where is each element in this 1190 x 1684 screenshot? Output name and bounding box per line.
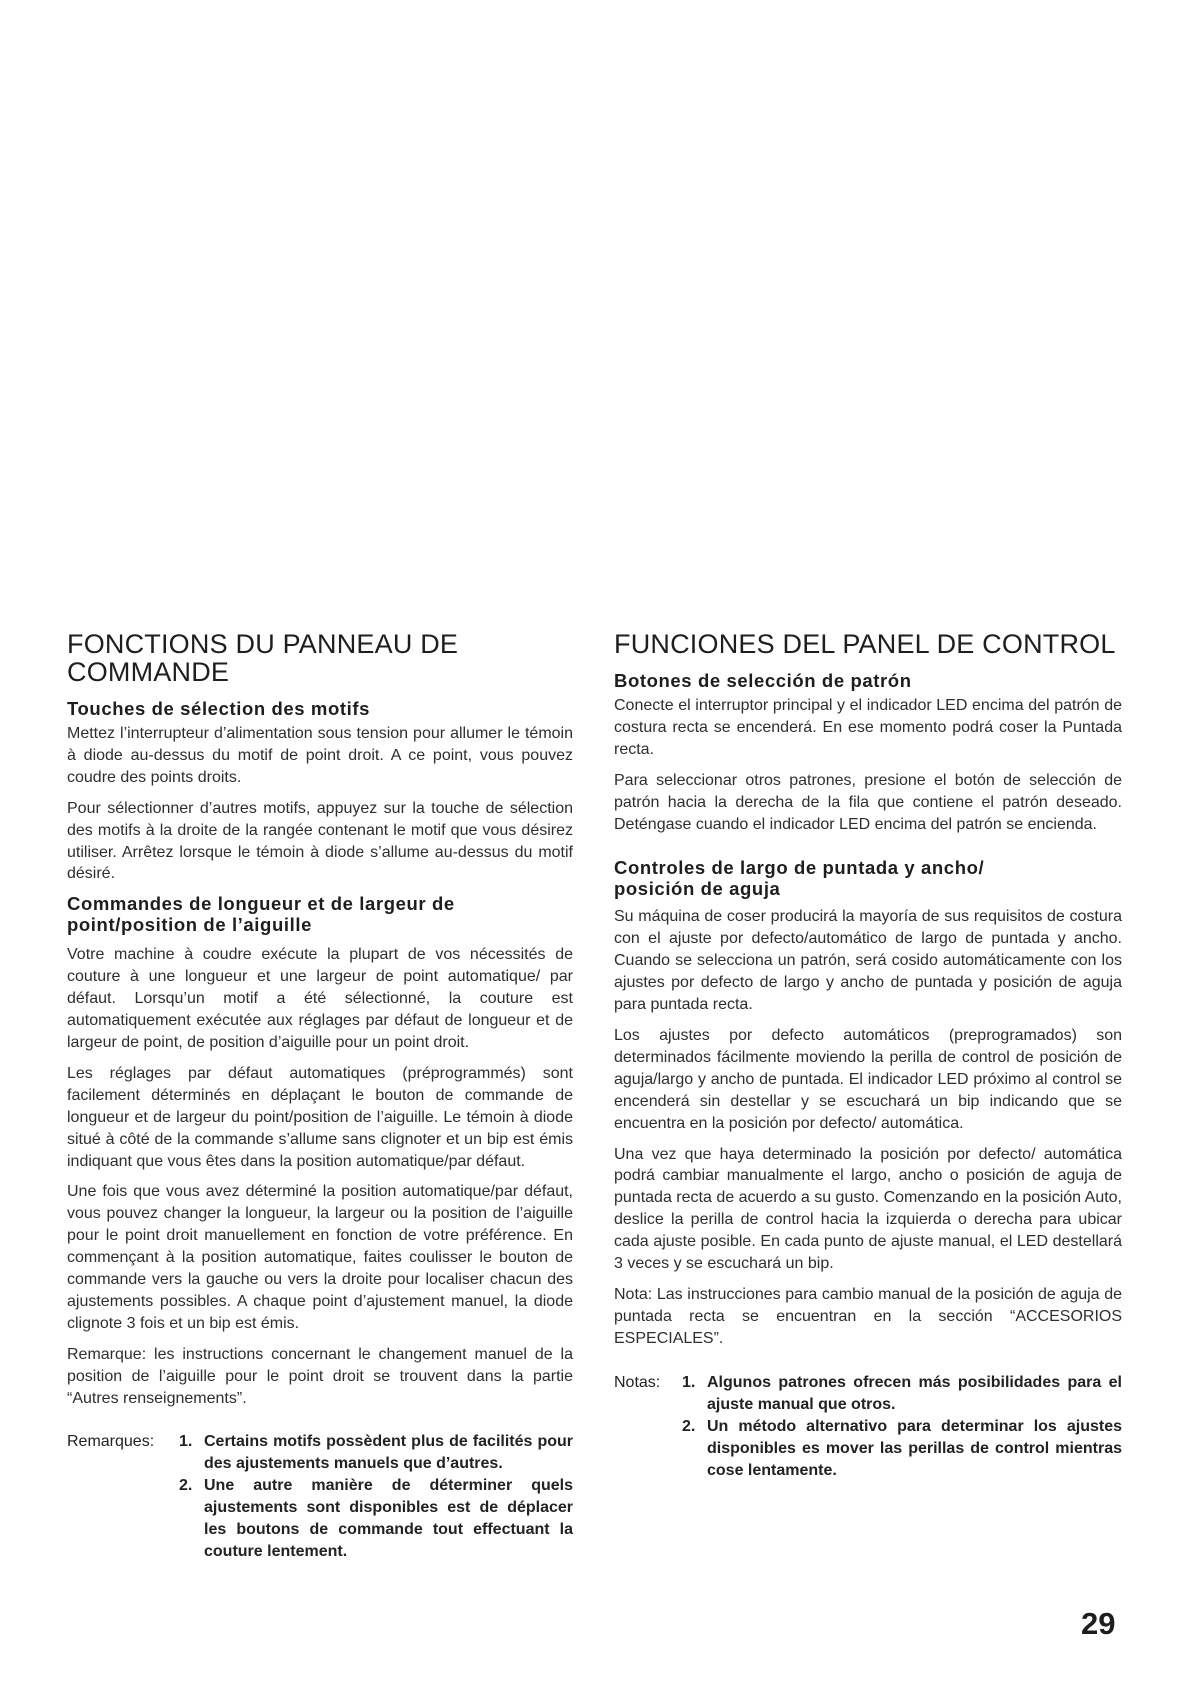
note-number: 2.: [682, 1417, 696, 1435]
spanish-notes: [614, 1372, 1122, 1482]
french-paragraph: Pour sélectionner d’autres motifs, appuyez sur la touche de sélection des motifs à la droite de la rangée contenant le motif que vous désirez utiliser. Arrêtez lorsque le témoin à diode s’allume au-dessus du motif désiré.: [67, 799, 573, 883]
spanish-paragraph: Para seleccionar otros patrones, presione el botón de selección de patrón hacia la derecha de la fila que contiene el patrón deseado. Deténgase cuando el indicador LED encima del patrón se encienda.: [614, 771, 1122, 833]
spanish-title: FUNCIONES DEL PANEL DE CONTROL: [614, 629, 1116, 659]
spanish-paragraph: Conecte el interruptor principal y el indicador LED encima del patrón de costura recta se encenderá. En ese momento podrá coser la Puntada recta.: [614, 697, 1122, 758]
spanish-heading-stitch-controls: Controles de largo de puntada y ancho/ posición de aguja: [614, 857, 985, 900]
french-heading-stitch-controls: Commandes de longueur et de largeur de point/position de l’aiguille: [67, 893, 455, 936]
french-column: [67, 630, 573, 1563]
spanish-paragraph: Su máquina de coser producirá la mayoría de sus requisitos de costura con el ajuste por defecto/automático de largo de puntada y ancho. Cuando se selecciona un patrón, será cosido automáticamente con los ajustes por defecto de largo y ancho de puntada y posición de aguja para puntada recta.: [614, 908, 1122, 1014]
french-note-1: [67, 1431, 573, 1475]
french-heading-pattern-selection: Touches de sélection des motifs: [67, 698, 371, 719]
note-number: 2.: [179, 1477, 193, 1495]
spanish-note-1: [614, 1372, 1122, 1416]
french-paragraph: Remarque: les instructions concernant le changement manuel de la position de l’aiguille pour le point droit se trouvent dans la partie “Autres renseignements”.: [67, 1345, 573, 1407]
french-paragraph: Votre machine à coudre exécute la plupart de vos nécessités de couture à une longueur et une largeur de point automatique/ par défaut. Lorsqu’un motif a été sélectionné, la couture est automatiquement exécutée aux réglages par défaut de longueur et de largeur de point, de position d’aiguille pour un point droit.: [67, 946, 573, 1051]
french-note-2: [67, 1475, 573, 1563]
spacer: [614, 1416, 682, 1482]
spanish-column: [614, 630, 1122, 1482]
note-number: 1.: [179, 1433, 193, 1451]
note-text: Une autre manière de déterminer quels ajustements sont disponibles est de déplacer les boutons de commande tout effectuant la couture lentement.: [204, 1477, 573, 1561]
note-text: Certains motifs possèdent plus de facilités pour des ajustements manuels que d’autres.: [204, 1433, 573, 1473]
french-paragraph: Mettez l’interrupteur d’alimentation sous tension pour allumer le témoin à diode au-dessus du motif de point droit. A ce point, vous pouvez coudre des points droits.: [67, 725, 573, 786]
spanish-heading-pattern-selection: Botones de selección de patrón: [614, 670, 912, 691]
french-paragraph: Les réglages par défaut automatiques (préprogrammés) sont facilement déterminés en déplaçant le bouton de commande de longueur et de largeur du point/position de l’aiguille. Le témoin à diode situé à côté de la commande s’allume sans clignoter et un bip est émis indiquant que vous êtes dans la position automatique/par défaut.: [67, 1064, 573, 1170]
note-text: Un método alternativo para determinar los ajustes disponibles es mover las perillas de control mientras cose lentamente.: [707, 1417, 1122, 1479]
spanish-paragraph: Los ajustes por defecto automáticos (preprogramados) son determinados fácilmente moviendo la perilla de control de posición de aguja/largo y ancho de puntada. El indicador LED próximo al control se encenderá sin destellar y se escuchará un bip indicando que se encuentra en la posición por defecto/ automática.: [614, 1026, 1122, 1132]
page-number: 29: [1081, 1606, 1116, 1641]
spanish-paragraph: Una vez que haya determinado la posición por defecto/ automática podrá cambiar manualmente el largo, ancho o posición de aguja de puntada recta de acuerdo a su gusto. Comenzando en la posición Auto, deslice la perilla de control hacia la izquierda o derecha para ubicar cada ajuste posible. En cada punto de ajuste manual, el LED destellará 3 veces y se escuchará un bip.: [614, 1145, 1122, 1273]
note-number: 1.: [682, 1373, 696, 1391]
spanish-notes-label: Notas:: [614, 1373, 661, 1391]
spanish-paragraph: Nota: Las instrucciones para cambio manual de la posición de aguja de puntada recta se encuentran en la sección “ACCESORIOS ESPECIALES”.: [614, 1285, 1122, 1347]
french-title: FONCTIONS DU PANNEAU DE COMMANDE: [67, 629, 459, 687]
french-paragraph: Une fois que vous avez déterminé la position automatique/par défaut, vous pouvez changer la longueur, la largeur ou la position de l’aiguille pour le point droit manuellement en fonction de votre préférence. En commençant à la position automatique, faites coulisser le bouton de commande vers la gauche ou vers la droite pour localiser chacun des ajustements possibles. A chaque point d’ajustement manuel, la diode clignote 3 fois et un bip est émis.: [67, 1183, 573, 1332]
french-notes-label: Remarques:: [67, 1433, 155, 1451]
spacer: [67, 1475, 179, 1563]
spanish-note-2: [614, 1416, 1122, 1482]
note-text: Algunos patrones ofrecen más posibilidades para el ajuste manual que otros.: [707, 1373, 1122, 1413]
french-notes: [67, 1431, 573, 1563]
